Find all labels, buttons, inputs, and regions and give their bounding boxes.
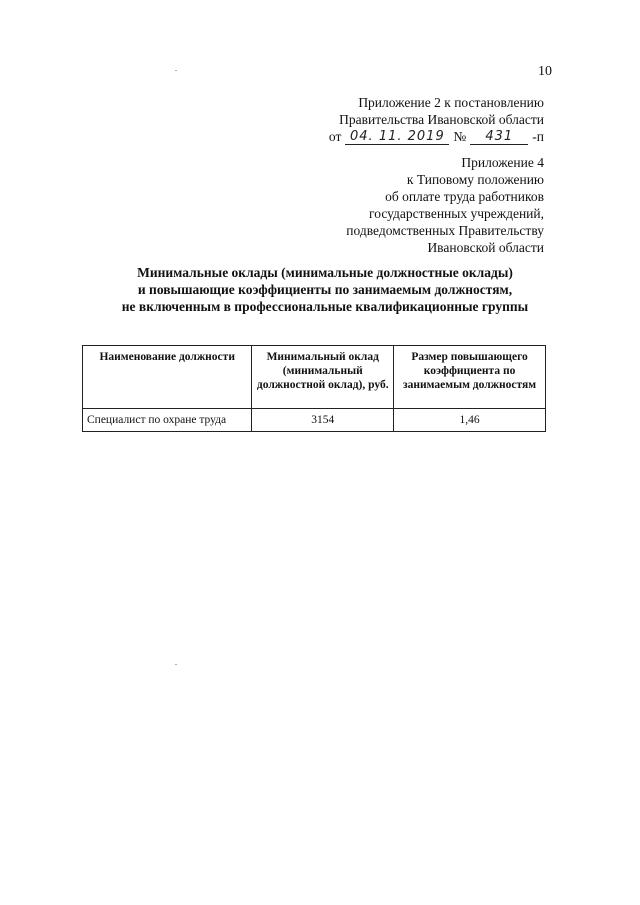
appendix-reference-line: государственных учреждений, <box>369 206 544 221</box>
cell-minimum-salary: 3154 <box>252 409 394 432</box>
appendix-reference <box>346 154 544 256</box>
appendix-reference-line: Приложение 4 <box>461 155 544 170</box>
cell-position-name: Специалист по охране труда <box>83 409 252 432</box>
document-title-line: не включенным в профессиональные квалификационные группы <box>121 299 529 314</box>
appendix-reference-line: Ивановской области <box>427 240 544 255</box>
from-label: от <box>328 129 342 144</box>
appendix-reference-line: об оплате труда работников <box>385 189 544 204</box>
header-minimum-salary: Минимальный оклад (минимальный должностной оклад), руб. <box>252 346 394 409</box>
page-number: 10 <box>538 64 552 79</box>
header-coefficient: Размер повышающего коэффициента по занимаемым должностям <box>394 346 546 409</box>
appendix-header-line: Правительства Ивановской области <box>339 112 544 127</box>
appendix-header-line: Приложение 2 к постановлению <box>358 95 544 110</box>
appendix-reference-line: подведомственных Правительству <box>346 223 544 238</box>
appendix-reference-line: к Типовому положению <box>406 172 544 187</box>
appendix-header <box>329 94 544 145</box>
document-title <box>60 264 590 315</box>
scan-speck <box>175 664 177 665</box>
resolution-date-number-line <box>329 128 544 145</box>
cell-coefficient: 1,46 <box>394 409 546 432</box>
salary-table <box>82 345 546 432</box>
header-position-name: Наименование должности <box>83 346 252 409</box>
table-row <box>83 409 546 432</box>
number-suffix: -п <box>532 129 544 144</box>
document-title-line: и повышающие коэффициенты по занимаемым должностям, <box>137 282 513 297</box>
document-title-line: Минимальные оклады (минимальные должностные оклады) <box>137 265 513 280</box>
handwritten-date: 04. 11. 2019 <box>345 130 449 145</box>
scan-speck <box>175 70 177 71</box>
number-label: № <box>453 129 467 144</box>
table-header-row <box>83 346 546 409</box>
handwritten-number: 431 <box>470 130 528 145</box>
